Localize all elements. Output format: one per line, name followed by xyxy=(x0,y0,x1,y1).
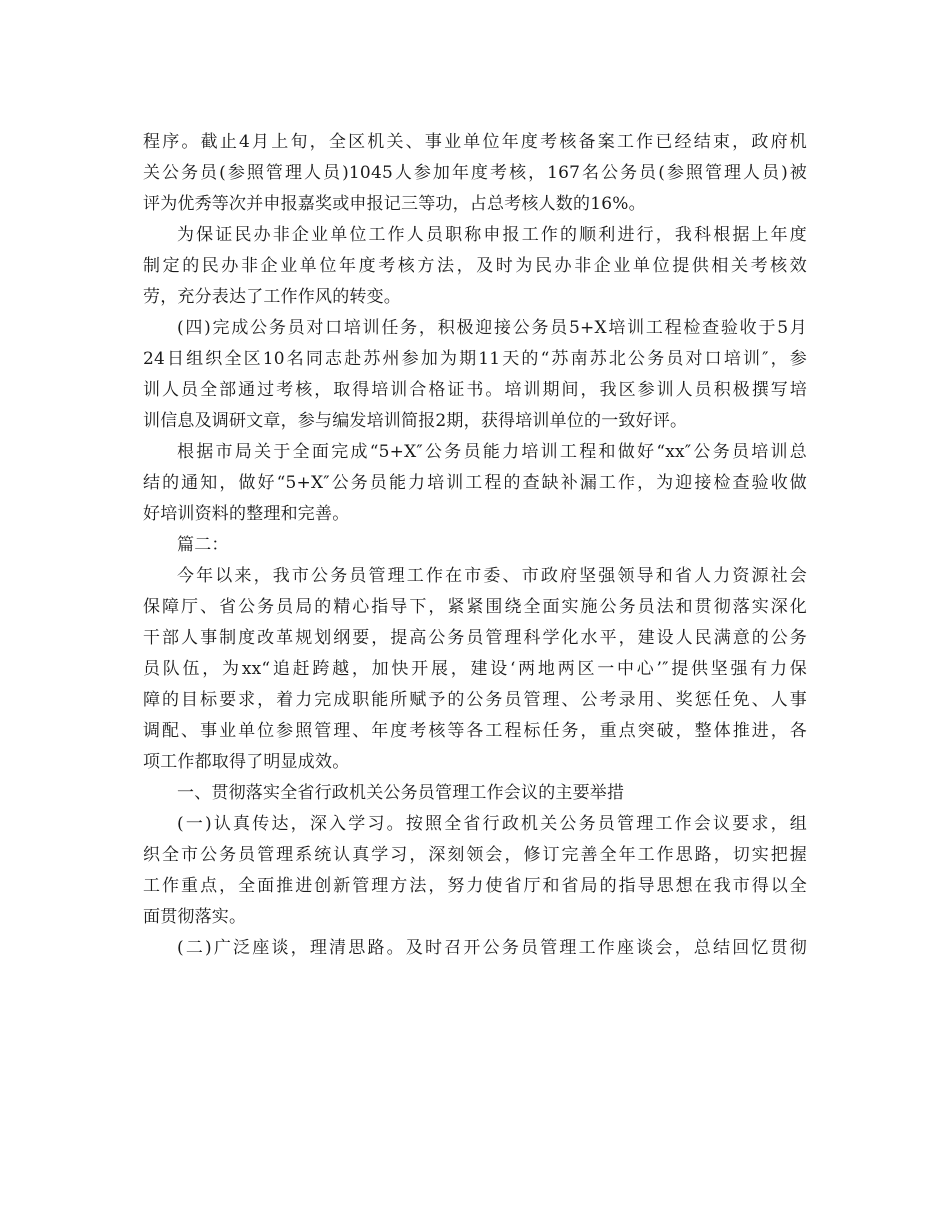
text-line: 织全市公务员管理系统认真学习，深刻领会，修订完善全年工作思路，切实把握 xyxy=(143,845,807,865)
text-line: 干部人事制度改革规划纲要，提高公务员管理科学化水平，建设人民满意的公务 xyxy=(143,628,807,648)
text-line: 训人员全部通过考核，取得培训合格证书。培训期间，我区参训人员积极撰写培 xyxy=(143,380,807,400)
text-line: 关公务员(参照管理人员)1045人参加年度考核，167名公务员(参照管理人员)被 xyxy=(143,163,807,183)
text-line: 工作重点，全面推进创新管理方法，努力使省厅和省局的指导思想在我市得以全 xyxy=(143,876,807,896)
text-line: 项工作都取得了明显成效。 xyxy=(143,752,350,772)
text-line: 训信息及调研文章，参与编发培训简报2期，获得培训单位的一致好评。 xyxy=(143,411,688,431)
section-heading-main-measures xyxy=(143,778,807,809)
text-line: 好培训资料的整理和完善。 xyxy=(143,504,350,524)
text-line: 结的通知，做好“5+X″公务员能力培训工程的查缺补漏工作，为迎接检查验收做 xyxy=(143,473,807,493)
paragraph-annual-review xyxy=(143,127,807,220)
text-line: (二)广泛座谈，理清思路。及时召开公务员管理工作座谈会，总结回忆贯彻 xyxy=(177,938,807,958)
text-line: 篇二： xyxy=(177,535,229,555)
text-line: 评为优秀等次并申报嘉奖或申报记三等功，占总考核人数的16%。 xyxy=(143,194,646,214)
text-line: 24日组织全区10名同志赴苏州参加为期11天的“苏南苏北公务员对口培训″，参 xyxy=(143,349,807,369)
text-line: 制定的民办非企业单位年度考核方法，及时为民办非企业单位提供相关考核效 xyxy=(143,256,807,276)
text-line: (四)完成公务员对口培训任务，积极迎接公务员5+X培训工程检查验收于5月 xyxy=(177,318,807,338)
paragraph-year-overview xyxy=(143,561,807,778)
paragraph-private-nonenterprise xyxy=(143,220,807,313)
text-line: (一)认真传达，深入学习。按照全省行政机关公务员管理工作会议要求，组 xyxy=(177,814,807,834)
paragraph-symposium xyxy=(143,933,807,964)
text-line: 根据市局关于全面完成“5+X″公务员能力培训工程和做好“xx″公务员培训总 xyxy=(177,442,807,462)
paragraph-training-task xyxy=(143,313,807,437)
text-line: 员队伍，为xx“追赶跨越，加快开展，建设‘两地两区一中心’″提供坚强有力保 xyxy=(143,659,807,679)
text-line: 劳，充分表达了工作作风的转变。 xyxy=(143,287,401,307)
paragraph-study xyxy=(143,809,807,933)
paragraph-city-notice xyxy=(143,437,807,530)
section-heading-part-two xyxy=(143,530,807,561)
text-line: 保障厅、省公务员局的精心指导下，紧紧围绕全面实施公务员法和贯彻落实深化 xyxy=(143,597,807,617)
text-line: 为保证民办非企业单位工作人员职称申报工作的顺利进行，我科根据上年度 xyxy=(177,225,807,245)
text-line: 面贯彻落实。 xyxy=(143,907,247,927)
text-line: 一、贯彻落实全省行政机关公务员管理工作会议的主要举措 xyxy=(177,783,625,803)
text-line: 程序。截止4月上旬，全区机关、事业单位年度考核备案工作已经结束，政府机 xyxy=(143,132,807,152)
text-line: 调配、事业单位参照管理、年度考核等各工程标任务，重点突破，整体推进，各 xyxy=(143,721,807,741)
document-body xyxy=(143,127,807,964)
text-line: 今年以来，我市公务员管理工作在市委、市政府坚强领导和省人力资源社会 xyxy=(177,566,807,586)
text-line: 障的目标要求，着力完成职能所赋予的公务员管理、公考录用、奖惩任免、人事 xyxy=(143,690,807,710)
